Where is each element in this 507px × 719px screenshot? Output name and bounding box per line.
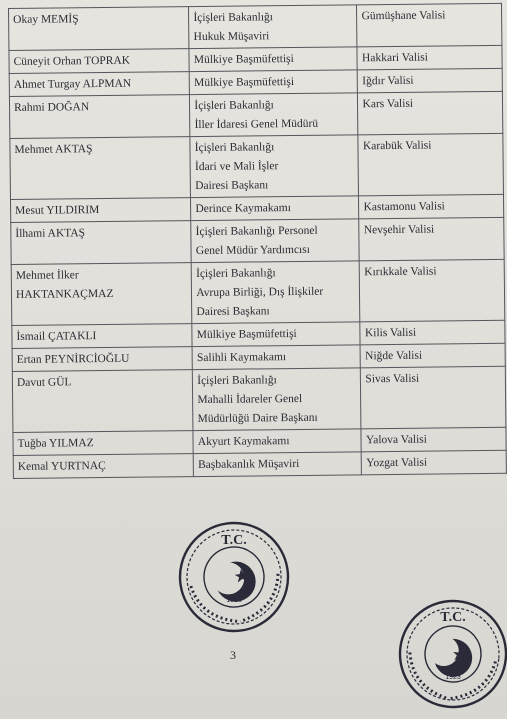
- appointments-table-body: [9, 3, 507, 478]
- name-line: Ertan PEYNİRCİOĞLU: [16, 352, 130, 366]
- name-cell: [12, 370, 193, 433]
- position-line: Mülkiye Başmüfettişi: [193, 53, 294, 67]
- governorship-text: Niğde Valisi: [365, 349, 423, 363]
- position-line: İçişleri Bakanlığı: [196, 267, 276, 281]
- position-line: Derince Kaymakamı: [195, 202, 291, 216]
- position-line: Dairesi Başkanı: [195, 179, 269, 193]
- governorship-cell: [358, 91, 503, 135]
- governorship-cell: [360, 259, 505, 322]
- position-cell: [191, 196, 359, 221]
- position-line: Salihli Kaymakamı: [196, 351, 287, 365]
- governorship-cell: [358, 68, 503, 93]
- table-row: [9, 3, 502, 50]
- position-line: Akyurt Kaymakamı: [197, 435, 290, 449]
- position-cell: [189, 5, 358, 49]
- governorship-text: Hakkari Valisi: [361, 51, 428, 65]
- governorship-text: Kilis Valisi: [364, 326, 417, 340]
- name-line: Mehmet AKTAŞ: [14, 143, 93, 156]
- governorship-text: Kastamonu Valisi: [363, 200, 445, 214]
- position-line: Mahalli İdareler Genel: [197, 392, 303, 407]
- position-line: İçişleri Bakanlığı: [193, 11, 274, 25]
- governorship-cell: [360, 320, 505, 345]
- position-cell: [189, 70, 357, 95]
- position-line: Mülkiye Başmüfettişi: [196, 327, 297, 342]
- name-cell: [9, 49, 190, 74]
- governorship-cell: [362, 450, 507, 475]
- position-line: Başbakanlık Müşaviri: [198, 457, 300, 472]
- governorship-text: Karabük Valisi: [362, 139, 432, 153]
- position-line: Müdürlüğü Daire Başkanı: [197, 411, 318, 426]
- official-seal-left: [176, 518, 292, 636]
- name-line: Kemal YURTNAÇ: [17, 460, 106, 473]
- appointments-table: [8, 3, 507, 479]
- position-cell: [189, 47, 357, 72]
- table-row: [12, 366, 506, 432]
- position-line: İçişleri Bakanlığı: [194, 141, 275, 155]
- governorship-cell: [361, 427, 506, 452]
- governorship-text: Gümüşhane Valisi: [361, 9, 446, 23]
- name-line: Mehmet İlker: [15, 269, 79, 282]
- name-cell: [11, 263, 192, 326]
- governorship-text: Yozgat Valisi: [366, 456, 428, 470]
- governorship-cell: [357, 45, 502, 70]
- governorship-cell: [359, 194, 504, 219]
- seal-right-year: 1923: [445, 674, 461, 681]
- seal-left-year: 1923: [226, 597, 242, 604]
- name-cell: [12, 347, 193, 372]
- name-cell: [12, 324, 193, 349]
- governorship-cell: [357, 3, 502, 47]
- position-line: İçişleri Bakanlığı: [194, 99, 274, 113]
- governorship-cell: [358, 133, 503, 196]
- position-cell: [192, 322, 360, 347]
- position-line: Hukuk Müşaviri: [193, 30, 270, 44]
- name-cell: [13, 431, 194, 456]
- position-cell: [191, 219, 360, 263]
- position-cell: [193, 452, 361, 477]
- table-row: [13, 450, 506, 478]
- name-cell: [11, 198, 192, 223]
- governorship-text: Nevşehir Valisi: [363, 223, 435, 237]
- name-line: HAKTANKAÇMAZ: [15, 287, 114, 301]
- seal-right-text: T.C.: [440, 610, 466, 625]
- position-line: Avrupa Birliği, Dış İlişkiler: [196, 285, 324, 300]
- page-number: 3: [230, 648, 236, 662]
- governorship-cell: [361, 343, 506, 368]
- governorship-cell: [359, 217, 504, 261]
- name-cell: [11, 221, 192, 265]
- position-cell: [192, 345, 360, 370]
- governorship-text: Kırıkkale Valisi: [364, 265, 437, 279]
- name-line: Tuğba YILMAZ: [17, 437, 94, 450]
- name-line: Okay MEMİŞ: [13, 13, 79, 26]
- position-cell: [190, 135, 359, 198]
- governorship-cell: [361, 366, 506, 429]
- governorship-text: Yalova Valisi: [365, 433, 428, 447]
- position-cell: [193, 429, 361, 454]
- seal-left-text: T.C.: [221, 533, 247, 548]
- name-line: Rahmi DOĞAN: [13, 101, 90, 114]
- position-cell: [193, 368, 362, 431]
- table-row: [9, 91, 502, 138]
- position-cell: [191, 261, 360, 324]
- position-line: İdari ve Mali İşler: [194, 160, 279, 174]
- position-line: İçişleri Bakanlığı Personel: [195, 224, 318, 239]
- name-line: İsmail ÇATAKLI: [16, 330, 97, 343]
- position-line: İçişleri Bakanlığı: [197, 374, 277, 388]
- position-line: Genel Müdür Yardımcısı: [195, 243, 310, 258]
- governorship-text: Sivas Valisi: [365, 372, 420, 386]
- name-cell: [13, 454, 194, 479]
- name-line: Cüneyit Orhan TOPRAK: [13, 54, 131, 68]
- name-cell: [9, 95, 190, 139]
- name-line: İlhami AKTAŞ: [15, 227, 86, 240]
- table-row: [11, 217, 504, 264]
- governorship-text: Kars Valisi: [362, 97, 414, 111]
- name-line: Mesut YILDIRIM: [15, 204, 100, 217]
- position-line: Dairesi Başkanı: [196, 305, 270, 319]
- position-cell: [190, 93, 359, 137]
- governorship-text: Iğdır Valisi: [362, 74, 414, 88]
- name-cell: [9, 7, 190, 51]
- name-line: Ahmet Turgay ALPMAN: [13, 77, 132, 91]
- table-row: [11, 259, 505, 325]
- position-line: Mülkiye Başmüfettişi: [194, 76, 295, 90]
- name-line: Davut GÜL: [16, 376, 72, 389]
- name-cell: [9, 72, 190, 97]
- name-cell: [10, 137, 191, 200]
- position-line: İller İdaresi Genel Müdürü: [194, 117, 319, 132]
- official-seal-right: [396, 595, 507, 713]
- table-row: [10, 133, 504, 199]
